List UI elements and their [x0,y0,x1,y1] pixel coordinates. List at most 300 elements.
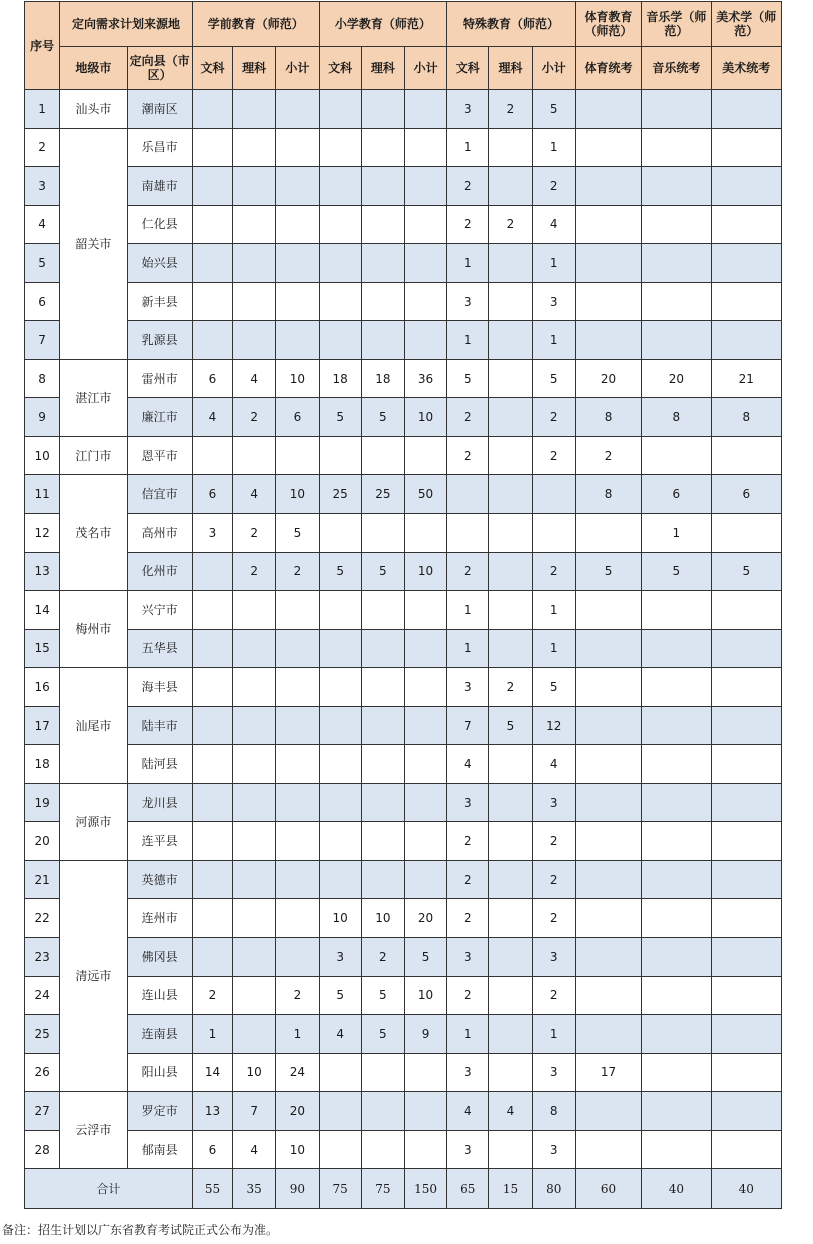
value-cell [361,860,404,899]
value-cell [575,706,641,745]
value-cell [642,321,711,360]
value-cell [575,167,641,206]
value-cell: 3 [447,1130,489,1169]
value-cell: 2 [532,822,575,861]
county-cell: 新丰县 [127,282,192,321]
county-cell: 佛冈县 [127,938,192,977]
county-cell: 英德市 [127,860,192,899]
value-cell [233,938,276,977]
value-cell [404,822,446,861]
value-cell: 3 [532,783,575,822]
value-cell [319,591,361,630]
value-cell [642,668,711,707]
value-cell [404,90,446,129]
music-exam-header: 音乐统考 [642,47,711,90]
value-cell [361,783,404,822]
total-value-cell: 150 [404,1169,446,1209]
value-cell [575,1015,641,1054]
seq-cell: 21 [25,860,60,899]
value-cell: 14 [192,1053,232,1092]
value-cell [233,167,276,206]
value-cell [489,321,532,360]
value-cell [233,899,276,938]
value-cell [711,745,781,784]
seq-cell: 28 [25,1130,60,1169]
value-cell [192,167,232,206]
value-cell [489,1130,532,1169]
value-cell [192,822,232,861]
seq-cell: 15 [25,629,60,668]
value-cell [233,976,276,1015]
value-cell: 2 [276,552,319,591]
value-cell [642,436,711,475]
value-cell [489,167,532,206]
value-cell [361,514,404,553]
value-cell [642,1092,711,1131]
value-cell [404,128,446,167]
county-cell: 雷州市 [127,359,192,398]
value-cell [532,475,575,514]
value-cell [192,552,232,591]
value-cell [192,899,232,938]
primary-science-header: 理科 [361,47,404,90]
value-cell [575,629,641,668]
value-cell [575,128,641,167]
preschool-science-header: 理科 [233,47,276,90]
preschool-subtotal-header: 小计 [276,47,319,90]
total-value-cell: 90 [276,1169,319,1209]
county-cell: 兴宁市 [127,591,192,630]
special-arts-header: 文科 [447,47,489,90]
value-cell [575,668,641,707]
table-row [25,822,782,861]
value-cell: 5 [575,552,641,591]
value-cell [233,745,276,784]
value-cell: 7 [233,1092,276,1131]
value-cell [276,783,319,822]
value-cell [233,860,276,899]
value-cell [575,90,641,129]
value-cell [489,1015,532,1054]
seq-cell: 22 [25,899,60,938]
value-cell [192,90,232,129]
value-cell [642,282,711,321]
value-cell: 2 [192,976,232,1015]
table-row [25,1092,782,1131]
value-cell: 25 [361,475,404,514]
seq-cell: 16 [25,668,60,707]
value-cell: 18 [361,359,404,398]
value-cell [319,706,361,745]
value-cell [711,783,781,822]
county-cell: 龙川县 [127,783,192,822]
total-value-cell: 80 [532,1169,575,1209]
value-cell [489,398,532,437]
seq-header: 序号 [25,2,60,90]
value-cell [319,244,361,283]
value-cell [319,128,361,167]
value-cell: 7 [447,706,489,745]
value-cell [192,745,232,784]
value-cell [575,976,641,1015]
value-cell [319,783,361,822]
value-cell: 5 [711,552,781,591]
value-cell [319,745,361,784]
value-cell [361,591,404,630]
value-cell [711,1053,781,1092]
county-cell: 乳源县 [127,321,192,360]
value-cell: 6 [711,475,781,514]
value-cell [361,90,404,129]
preschool-header: 学前教育（师范） [192,2,319,47]
table-row [25,668,782,707]
value-cell [276,822,319,861]
value-cell [642,128,711,167]
value-cell [642,167,711,206]
value-cell: 2 [532,860,575,899]
value-cell: 2 [233,398,276,437]
value-cell [192,321,232,360]
value-cell [233,128,276,167]
value-cell [489,860,532,899]
value-cell [192,629,232,668]
value-cell [575,938,641,977]
county-cell: 连平县 [127,822,192,861]
total-value-cell: 60 [575,1169,641,1209]
city-cell: 汕尾市 [60,668,127,784]
value-cell [404,1092,446,1131]
value-cell [404,167,446,206]
value-cell: 2 [276,976,319,1015]
value-cell [489,745,532,784]
value-cell [319,282,361,321]
value-cell: 6 [192,1130,232,1169]
value-cell [319,668,361,707]
value-cell: 50 [404,475,446,514]
value-cell: 2 [447,552,489,591]
city-cell: 汕头市 [60,90,127,129]
art-header: 美术学（师范） [711,2,781,47]
table-row [25,591,782,630]
seq-cell: 6 [25,282,60,321]
seq-cell: 7 [25,321,60,360]
table-row [25,398,782,437]
value-cell [642,899,711,938]
table-row [25,1015,782,1054]
footnote: 备注：招生计划以广东省教育考试院正式公布为准。 [2,1223,279,1237]
value-cell: 3 [532,282,575,321]
value-cell [361,321,404,360]
seq-cell: 11 [25,475,60,514]
value-cell: 3 [192,514,232,553]
special-header: 特殊教育（师范） [447,2,576,47]
value-cell [276,244,319,283]
county-cell: 恩平市 [127,436,192,475]
value-cell [404,706,446,745]
value-cell: 6 [192,475,232,514]
value-cell: 5 [489,706,532,745]
value-cell: 12 [532,706,575,745]
value-cell [319,1053,361,1092]
value-cell: 18 [319,359,361,398]
value-cell [711,128,781,167]
value-cell [447,514,489,553]
seq-cell: 17 [25,706,60,745]
value-cell: 3 [532,1130,575,1169]
art-exam-header: 美术统考 [711,47,781,90]
value-cell [575,1130,641,1169]
value-cell [361,629,404,668]
value-cell [404,514,446,553]
value-cell: 25 [319,475,361,514]
value-cell [711,976,781,1015]
value-cell: 1 [532,244,575,283]
value-cell: 1 [447,629,489,668]
value-cell: 10 [276,1130,319,1169]
county-cell: 郁南县 [127,1130,192,1169]
value-cell: 5 [404,938,446,977]
county-cell: 罗定市 [127,1092,192,1131]
value-cell [276,668,319,707]
value-cell: 3 [447,1053,489,1092]
table-row [25,321,782,360]
value-cell [711,1130,781,1169]
value-cell: 2 [575,436,641,475]
value-cell: 1 [642,514,711,553]
value-cell [489,938,532,977]
value-cell [276,860,319,899]
value-cell [404,860,446,899]
value-cell [575,591,641,630]
value-cell [233,436,276,475]
value-cell [711,90,781,129]
county-cell: 阳山县 [127,1053,192,1092]
value-cell: 1 [532,128,575,167]
value-cell: 2 [489,90,532,129]
county-cell: 化州市 [127,552,192,591]
value-cell [575,1092,641,1131]
value-cell [361,1092,404,1131]
table-row [25,205,782,244]
total-value-cell: 75 [361,1169,404,1209]
county-cell: 高州市 [127,514,192,553]
value-cell: 2 [489,205,532,244]
value-cell: 5 [447,359,489,398]
value-cell: 20 [575,359,641,398]
city-cell: 江门市 [60,436,127,475]
value-cell [404,244,446,283]
value-cell [642,976,711,1015]
value-cell [404,321,446,360]
value-cell [711,899,781,938]
value-cell: 2 [532,167,575,206]
value-cell: 10 [319,899,361,938]
value-cell [276,167,319,206]
value-cell: 13 [192,1092,232,1131]
value-cell [233,282,276,321]
value-cell [233,205,276,244]
value-cell [711,282,781,321]
value-cell: 2 [447,205,489,244]
value-cell [447,475,489,514]
value-cell [319,436,361,475]
value-cell [575,783,641,822]
value-cell: 3 [447,783,489,822]
value-cell [575,822,641,861]
seq-cell: 20 [25,822,60,861]
value-cell [489,783,532,822]
value-cell: 1 [447,244,489,283]
value-cell [642,745,711,784]
value-cell [192,706,232,745]
value-cell [361,436,404,475]
value-cell [276,90,319,129]
value-cell: 5 [361,1015,404,1054]
seq-cell: 13 [25,552,60,591]
value-cell: 3 [447,90,489,129]
value-cell [404,282,446,321]
value-cell [319,822,361,861]
value-cell [404,591,446,630]
value-cell: 5 [532,668,575,707]
value-cell [642,783,711,822]
value-cell: 2 [532,976,575,1015]
county-cell: 连南县 [127,1015,192,1054]
value-cell: 21 [711,359,781,398]
value-cell [575,244,641,283]
table-row [25,783,782,822]
value-cell [711,668,781,707]
value-cell [404,205,446,244]
value-cell: 2 [447,976,489,1015]
value-cell [192,128,232,167]
value-cell [532,514,575,553]
table-row [25,1130,782,1169]
table-row [25,475,782,514]
value-cell: 4 [489,1092,532,1131]
value-cell [711,938,781,977]
table-row [25,976,782,1015]
county-cell: 连州市 [127,899,192,938]
value-cell: 3 [447,668,489,707]
value-cell [489,128,532,167]
value-cell [361,128,404,167]
primary-subtotal-header: 小计 [404,47,446,90]
table-row [25,938,782,977]
value-cell: 5 [532,90,575,129]
value-cell [233,244,276,283]
city-cell: 河源市 [60,783,127,860]
primary-arts-header: 文科 [319,47,361,90]
value-cell: 10 [361,899,404,938]
value-cell [361,706,404,745]
seq-cell: 14 [25,591,60,630]
value-cell [192,860,232,899]
value-cell: 6 [642,475,711,514]
value-cell [489,436,532,475]
value-cell [642,1130,711,1169]
value-cell [642,90,711,129]
value-cell [319,1130,361,1169]
value-cell [319,90,361,129]
table-row [25,514,782,553]
value-cell [319,860,361,899]
value-cell [233,591,276,630]
value-cell [233,90,276,129]
value-cell [642,591,711,630]
table-row [25,282,782,321]
value-cell [319,321,361,360]
value-cell [711,514,781,553]
value-cell [361,244,404,283]
value-cell: 5 [361,398,404,437]
total-value-cell: 35 [233,1169,276,1209]
value-cell [361,1053,404,1092]
value-cell: 20 [276,1092,319,1131]
value-cell [276,321,319,360]
total-value-cell: 15 [489,1169,532,1209]
value-cell [642,205,711,244]
value-cell [404,745,446,784]
value-cell [711,706,781,745]
table-row [25,436,782,475]
value-cell [276,591,319,630]
table-row [25,745,782,784]
value-cell: 4 [319,1015,361,1054]
value-cell [489,1053,532,1092]
value-cell [276,938,319,977]
seq-cell: 8 [25,359,60,398]
value-cell [192,244,232,283]
table-row [25,552,782,591]
value-cell [711,205,781,244]
value-cell [711,244,781,283]
total-value-cell: 40 [711,1169,781,1209]
value-cell: 24 [276,1053,319,1092]
value-cell [489,899,532,938]
value-cell: 5 [532,359,575,398]
county-cell: 海丰县 [127,668,192,707]
preschool-arts-header: 文科 [192,47,232,90]
value-cell [276,745,319,784]
value-cell: 4 [233,475,276,514]
value-cell: 20 [404,899,446,938]
value-cell: 8 [575,398,641,437]
value-cell [233,629,276,668]
value-cell [711,1015,781,1054]
seq-cell: 4 [25,205,60,244]
value-cell [489,552,532,591]
value-cell [642,629,711,668]
table-row [25,706,782,745]
value-cell [489,629,532,668]
value-cell: 1 [192,1015,232,1054]
value-cell: 3 [532,1053,575,1092]
value-cell [361,822,404,861]
seq-cell: 12 [25,514,60,553]
special-science-header: 理科 [489,47,532,90]
primary-header: 小学教育（师范） [319,2,447,47]
city-cell: 云浮市 [60,1092,127,1169]
value-cell [276,128,319,167]
value-cell [711,167,781,206]
city-cell: 韶关市 [60,128,127,359]
value-cell [575,514,641,553]
table-row [25,899,782,938]
value-cell: 2 [233,514,276,553]
value-cell [233,783,276,822]
value-cell [642,860,711,899]
